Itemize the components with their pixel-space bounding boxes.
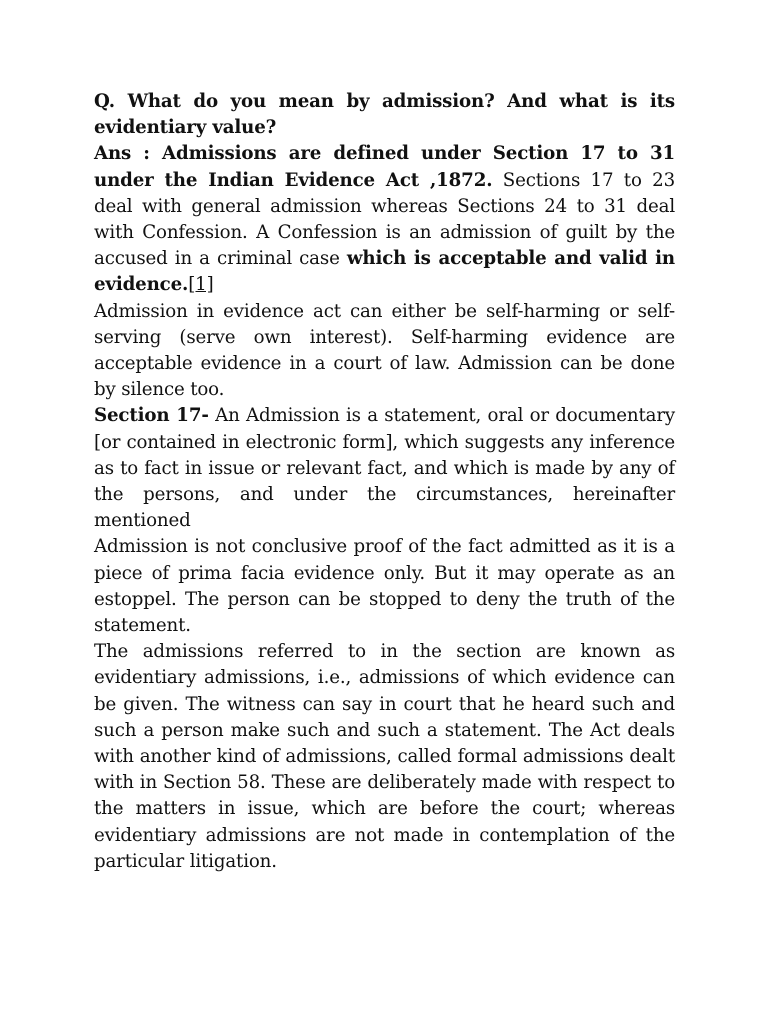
section-17-text: An Admission is a statement, oral or documentary [or contained in electronic form], which suggests any inference as to fact in issue or relevant fact, and which is made by any of the persons, and under the circumstances, hereinafter mentioned [94,405,675,532]
answer-emphasis: which is acceptable and valid in evidence. [94,248,675,296]
conclusive-proof-paragraph: Admission is not conclusive proof of the fact admitted as it is a piece of prima facia evidence only. But it may operate as an estoppel. The person can be stopped to deny the truth of the statement. [94,536,675,637]
answer-text: Sections 17 to 23 deal with general admission whereas Sections 24 to 31 deal with Confession. A Confession is an admission of guilt by the accused in a criminal case [94,169,675,270]
answer-lead: Ans : Admissions are defined under Section 17 to 31 under the Indian Evidence Act ,1872. [94,143,675,191]
question-heading: Q. What do you mean by admission? And what is its evidentiary value? [94,91,675,139]
admission-types-paragraph: Admission in evidence act can either be self-harming or self-serving (serve own interest). Self-harming evidence are acceptable evidence in a court of law. Admission can be done by silence too. [94,300,675,401]
footnote-link[interactable]: [1] [188,274,214,296]
evidentiary-admissions-paragraph: The admissions referred to in the section are known as evidentiary admissions, i.e., admissions of which evidence can be given. The witness can say in court that he heard such and such a person make such and such a statement. The Act deals with another kind of admissions, called formal admissions dealt with in Section 58. These are deliberately made with respect to the matters in issue, which are before the court; whereas evidentiary admissions are not made in contemplation of the particular litigation. [94,641,675,872]
document-body [94,89,675,875]
answer-paragraph [94,141,675,298]
section-17-label: Section 17- [94,405,209,427]
section-17-paragraph [94,403,675,534]
